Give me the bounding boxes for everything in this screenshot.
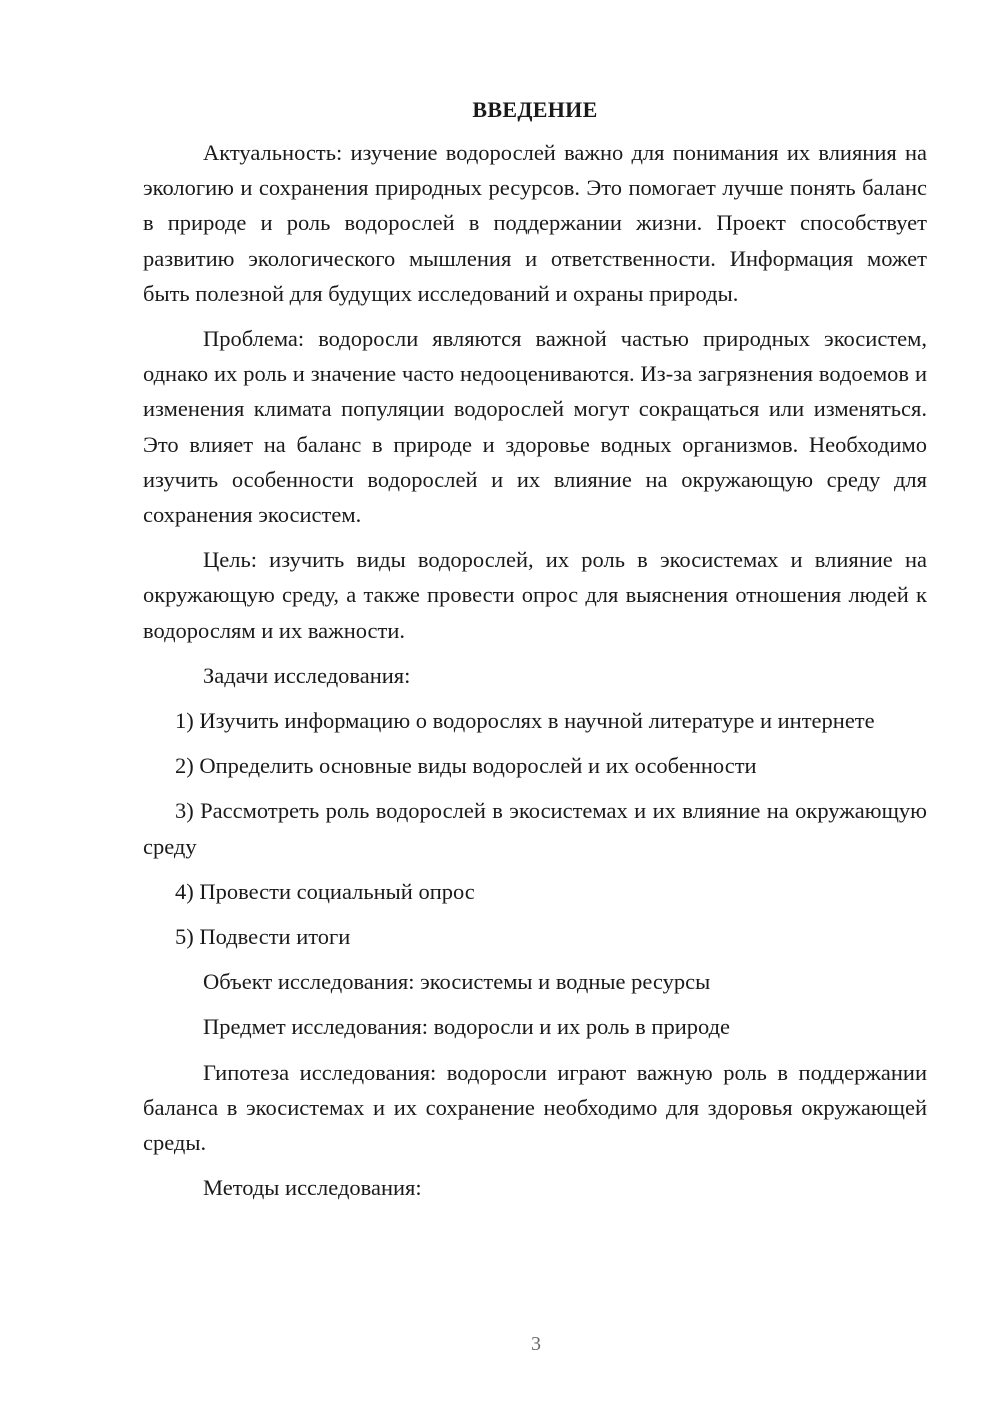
goal-paragraph: Цель: изучить виды водорослей, их роль в экосистемах и влияние на окружающую среду, а также провести опрос для выяснения отношения людей к водорослям и их важности. xyxy=(143,547,927,643)
tasks-heading: Задачи исследования: xyxy=(203,662,411,688)
problem-paragraph: Проблема: водоросли являются важной частью природных экосистем, однако их роль и значение часто недооцениваются. Из-за загрязнения водоемов и изменения климата популяции водорослей могут сокращаться или изменяться. Это влияет на баланс в природе и здоровье водных организмов. Необходимо изучить особенности водорослей и их влияние на окружающую среду для сохранения экосистем. xyxy=(143,326,927,528)
task-item: 1) Изучить информацию о водорослях в научной литературе и интернете xyxy=(175,708,875,734)
page-title: ВВЕДЕНИЕ xyxy=(472,97,598,122)
research-hypothesis: Гипотеза исследования: водоросли играют важную роль в поддержании баланса в экосистемах и их сохранение необходимо для здоровья окружающей среды. xyxy=(143,1059,927,1156)
task-item: 5) Подвести итоги xyxy=(175,924,351,950)
task-item: 4) Провести социальный опрос xyxy=(175,878,475,904)
page-content xyxy=(143,95,927,1215)
methods-heading: Методы исследования: xyxy=(203,1175,422,1201)
task-item: 2) Определить основные виды водорослей и их особенности xyxy=(175,753,757,779)
research-object: Объект исследования: экосистемы и водные ресурсы xyxy=(203,969,711,995)
page-number: 3 xyxy=(531,1333,541,1355)
task-item: 3) Рассмотреть роль водорослей в экосистемах и их влияние на окружающую среду xyxy=(143,798,927,859)
relevance-paragraph: Актуальность: изучение водорослей важно для понимания их влияния на экологию и сохранения природных ресурсов. Это помогает лучше понять баланс в природе и роль водорослей в поддержании жизни. Проект способствует развитию экологического мышления и ответственности. Информация может быть полезной для будущих исследований и охраны природы. xyxy=(143,140,927,306)
research-subject: Предмет исследования: водоросли и их роль в природе xyxy=(203,1014,731,1040)
